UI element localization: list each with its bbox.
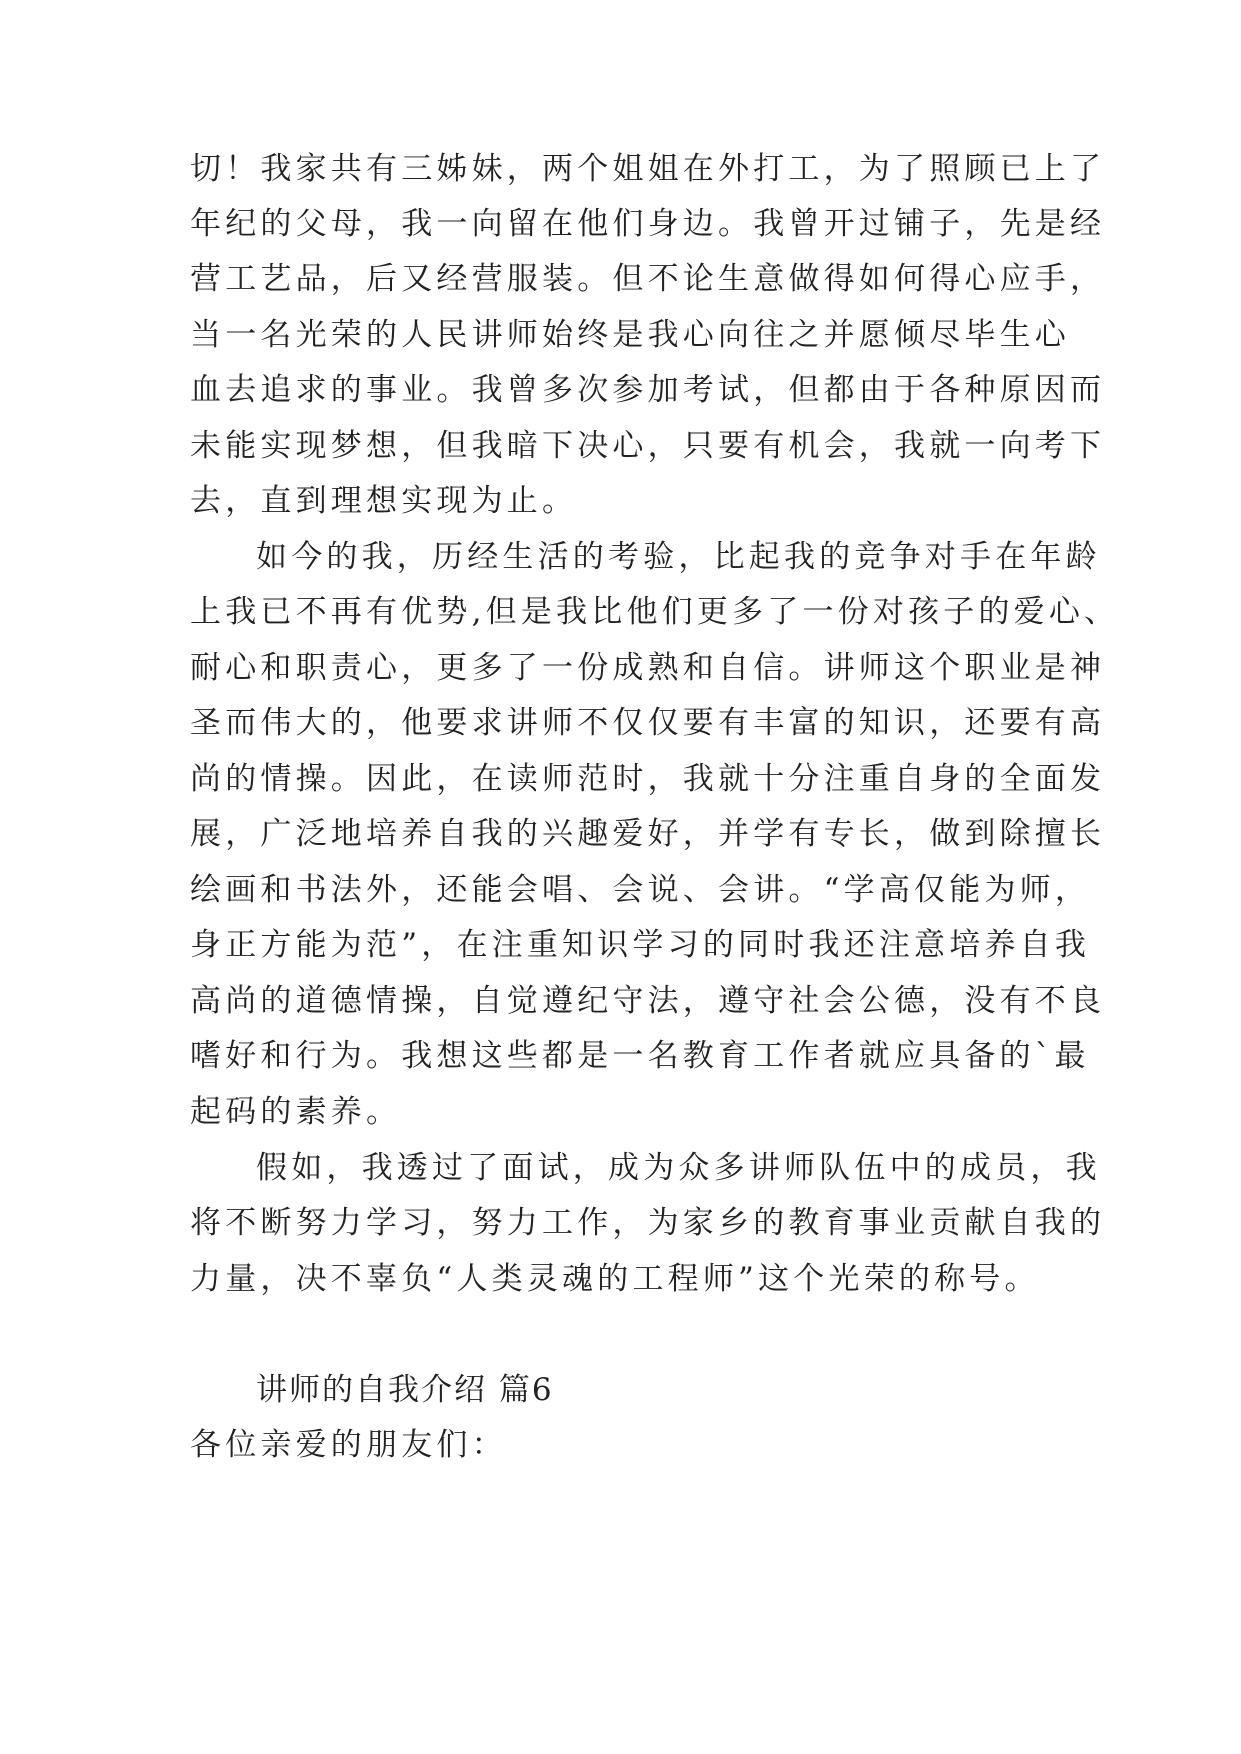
- section-heading: 讲师的自我介绍 篇6: [256, 1372, 554, 1408]
- paragraph-line: 当一名光荣的人民讲师始终是我心向往之并愿倾尽毕生心: [190, 317, 1070, 353]
- paragraph-line: 如今的我，历经生活的考验，比起我的竞争对手在年龄: [256, 539, 1101, 575]
- paragraph-line: 尚的情操。因此，在读师范时，我就十分注重自身的全面发: [190, 761, 1106, 797]
- paragraph-line: 身正方能为范”，在注重知识学习的同时我还注意培养自我: [190, 927, 1091, 963]
- paragraph-line: 耐心和职责心，更多了一份成熟和自信。讲师这个职业是神: [190, 650, 1106, 686]
- paragraph-line: 未能实现梦想，但我暗下决心，只要有机会，我就一向考下: [190, 428, 1106, 464]
- paragraph-line: 将不断努力学习，努力工作，为家乡的教育事业贡献自我的: [190, 1205, 1106, 1241]
- paragraph-line: 假如，我透过了面试，成为众多讲师队伍中的成员，我: [256, 1150, 1101, 1186]
- paragraph-line: 年纪的父母，我一向留在他们身边。我曾开过铺子，先是经: [190, 206, 1106, 242]
- paragraph-line: 上我已不再有优势,但是我比他们更多了一份对孩子的爱心、: [190, 594, 1120, 630]
- paragraph-line: 起码的素养。: [190, 1094, 402, 1130]
- paragraph-line: 圣而伟大的，他要求讲师不仅仅要有丰富的知识，还要有高: [190, 705, 1106, 741]
- paragraph-line: 血去追求的事业。我曾多次参加考试，但都由于各种原因而: [190, 372, 1106, 408]
- paragraph-line: 切！我家共有三姊妹，两个姐姐在外打工，为了照顾已上了: [190, 151, 1106, 187]
- paragraph-line: 展，广泛地培养自我的兴趣爱好，并学有专长，做到除擅长: [190, 816, 1106, 852]
- paragraph-line: 去，直到理想实现为止。: [190, 483, 578, 519]
- paragraph-line: 绘画和书法外，还能会唱、会说、会讲。“学高仅能为师，: [190, 872, 1091, 908]
- paragraph-line: 嗜好和行为。我想这些都是一名教育工作者就应具备的`最: [190, 1038, 1090, 1074]
- paragraph-line: 营工艺品，后又经营服装。但不论生意做得如何得心应手，: [190, 261, 1106, 297]
- greeting-line: 各位亲爱的朋友们：: [190, 1427, 507, 1463]
- paragraph-line: 力量，决不辜负“人类灵魂的工程师”这个光荣的称号。: [190, 1261, 1040, 1297]
- paragraph-line: 高尚的道德情操，自觉遵纪守法，遵守社会公德，没有不良: [190, 983, 1106, 1019]
